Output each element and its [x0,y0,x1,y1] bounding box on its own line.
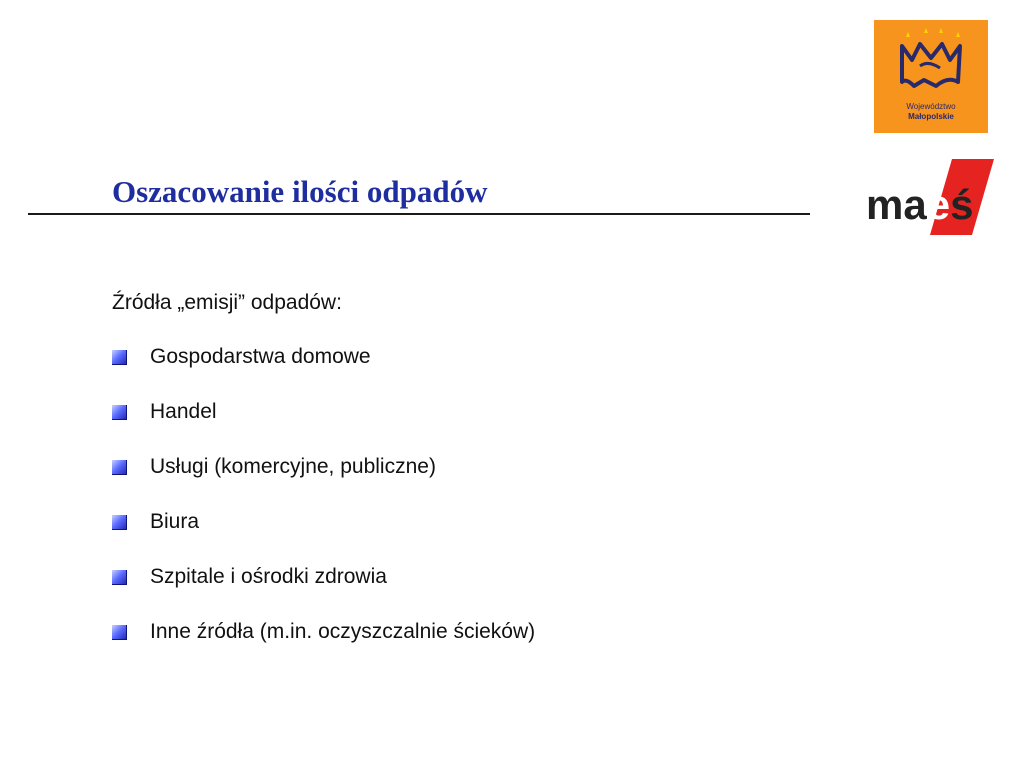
maes-accent-letter: e [926,181,951,228]
maes-logo [864,157,1000,237]
slide-title: Oszacowanie ilości odpadów [112,174,488,209]
list-item-text: Biura [150,510,200,533]
square-bullet-icon [112,350,127,365]
maes-prefix: ma [866,181,927,228]
list-item-text: Szpitale i ośrodki zdrowia [150,565,387,588]
maes-suffix: ś [950,181,974,228]
square-bullet-icon [112,405,127,420]
list-item-text: Inne źródła (m.in. oczyszczalnie ścieków) [150,620,536,643]
square-bullet-icon [112,460,127,475]
logo-line-1: Województwo [906,102,956,111]
list-item-text: Gospodarstwa domowe [150,345,371,368]
title-underline [28,213,810,215]
list-item-text: Handel [150,400,217,423]
square-bullet-icon [112,515,127,530]
list-item-text: Usługi (komercyjne, publiczne) [150,455,436,478]
svg-text:maeś [866,181,973,228]
square-bullet-icon [112,570,127,585]
intro-text: Źródła „emisji” odpadów: [112,291,342,314]
wojewodztwo-malopolskie-logo [874,20,988,133]
logo-line-2: Małopolskie [908,112,954,121]
square-bullet-icon [112,625,127,640]
